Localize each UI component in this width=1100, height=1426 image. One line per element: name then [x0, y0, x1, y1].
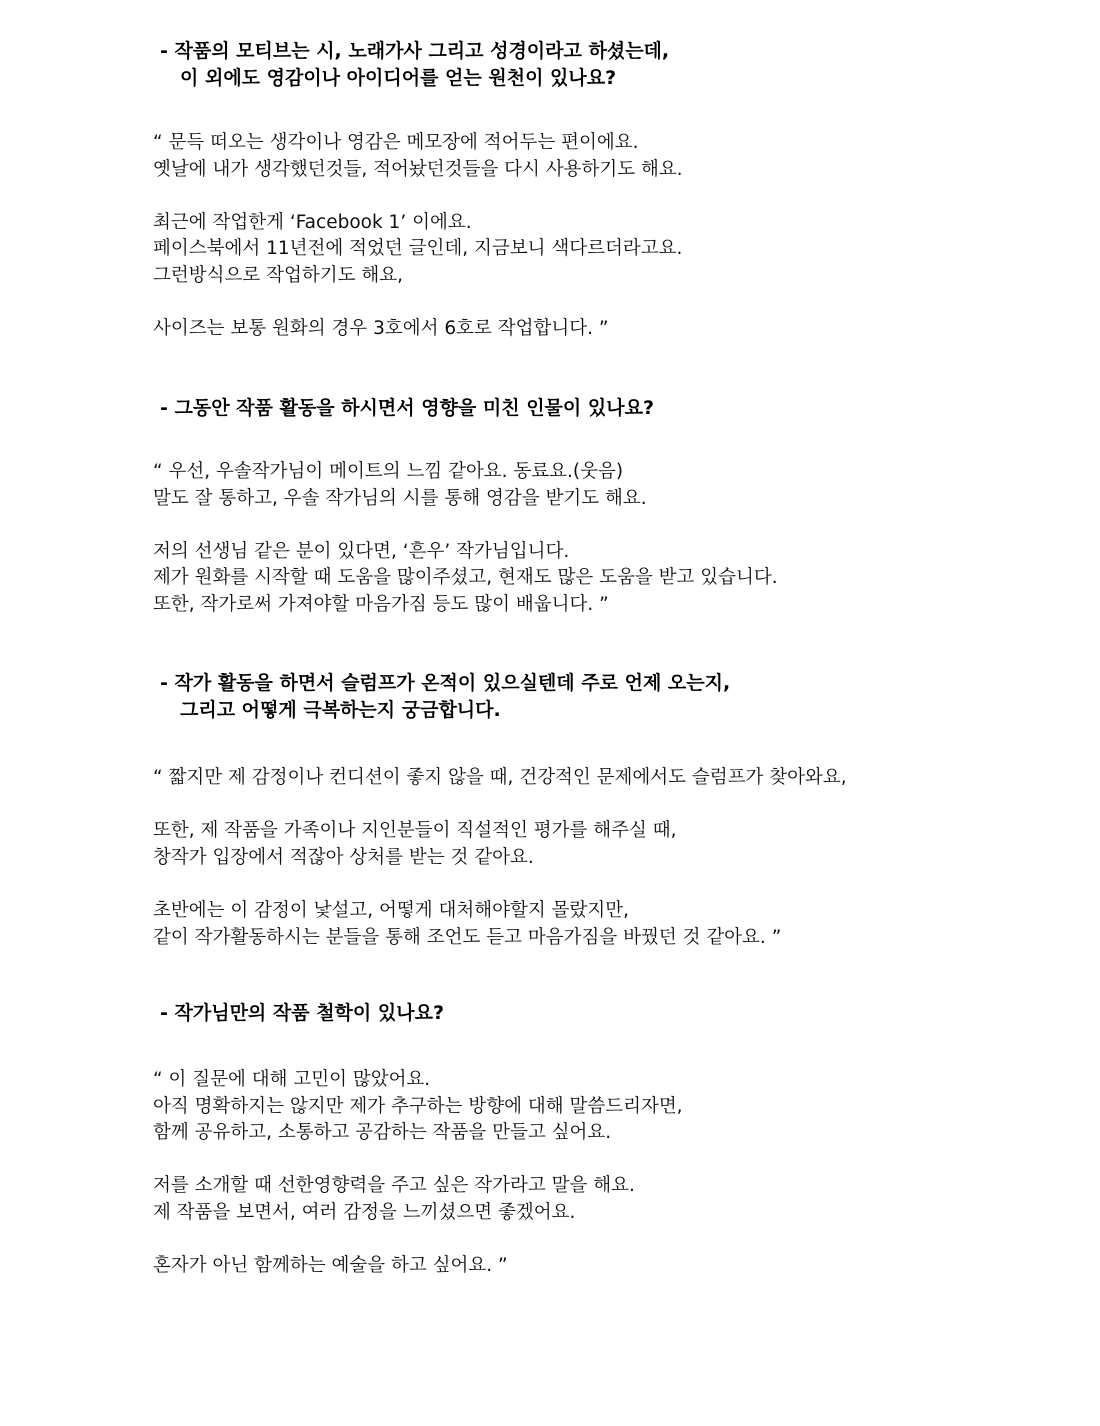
answer-line: 초반에는 이 감정이 낯설고, 어떻게 대처해야할지 몰랐지만, [153, 899, 629, 921]
answer-line: 같이 작가활동하시는 분들을 통해 조언도 듣고 마음가짐을 바꿨던 것 같아요. ” [153, 926, 782, 948]
answer-line: “ 이 질문에 대해 고민이 많았어요. [153, 1069, 431, 1090]
answer-line: “ 문득 떠오는 생각이나 영감은 메모장에 적어두는 편이에요. [153, 132, 639, 153]
question-3 [160, 670, 730, 724]
answer-line: 저를 소개할 때 선한영향력을 주고 싶은 작가라고 말을 해요. [153, 1175, 635, 1197]
answer-1-paragraph-3 [153, 316, 683, 343]
answer-line: 최근에 작업한게 ‘Facebook 1’ 이에요. [153, 211, 472, 233]
answer-3-paragraph-2 [153, 818, 847, 871]
answer-1-paragraph-1 [153, 130, 683, 183]
answer-line: 또한, 작가로써 가져야할 마음가짐 등도 많이 배웁니다. ” [153, 593, 609, 615]
answer-2 [153, 459, 778, 619]
answer-1-paragraph-2 [153, 210, 683, 290]
answer-line: “ 짧지만 제 감정이나 컨디션이 좋지 않을 때, 건강적인 문제에서도 슬럼프가 찾아와요, [153, 767, 847, 788]
answer-4-paragraph-3 [153, 1253, 683, 1280]
answer-line: 아직 명확하지는 않지만 제가 추구하는 방향에 대해 말씀드리자면, [153, 1095, 683, 1117]
question-1 [160, 38, 669, 92]
question-1-line-1: - 작품의 모티브는 시, 노래가사 그리고 성경이라고 하셨는데, [160, 40, 670, 62]
answer-3 [153, 765, 847, 951]
answer-line: 함께 공유하고, 소통하고 공감하는 작품을 만들고 싶어요. [153, 1122, 612, 1144]
answer-line: 창작가 입장에서 적잖아 상처를 받는 것 같아요. [153, 846, 534, 868]
answer-2-paragraph-2 [153, 539, 778, 619]
answer-2-paragraph-1 [153, 459, 778, 512]
question-1-line-2: 이 외에도 영감이나 아이디어를 얻는 원천이 있나요? [180, 67, 617, 89]
question-4-line-1: - 작가님만의 작품 철학이 있나요? [160, 1002, 444, 1024]
answer-4-paragraph-1 [153, 1067, 683, 1147]
answer-line: 혼자가 아닌 함께하는 예술을 하고 싶어요. ” [153, 1255, 508, 1277]
question-3-line-2: 그리고 어떻게 극복하는지 궁금합니다. [180, 699, 501, 721]
answer-1 [153, 130, 683, 343]
answer-line: 저의 선생님 같은 분이 있다면, ‘흔우’ 작가님입니다. [153, 540, 570, 562]
answer-line: 사이즈는 보통 원화의 경우 3호에서 6호로 작업합니다. ” [153, 318, 609, 340]
answer-line: 페이스북에서 11년전에 적었던 글인데, 지금보니 색다르더라고요. [153, 238, 683, 260]
answer-line: 말도 잘 통하고, 우솔 작가님의 시를 통해 영감을 받기도 해요. [153, 487, 647, 509]
answer-line: 옛날에 내가 생각했던것들, 적어놨던것들을 다시 사용하기도 해요. [153, 158, 683, 180]
question-3-line-1: - 작가 활동을 하면서 슬럼프가 온적이 있으실텐데 주로 언제 오는지, [160, 672, 731, 694]
question-2-line-1: - 그동안 작품 활동을 하시면서 영향을 미친 인물이 있나요? [160, 397, 654, 419]
answer-4 [153, 1067, 683, 1280]
answer-line: 제 작품을 보면서, 여러 감정을 느끼셨으면 좋겠어요. [153, 1201, 576, 1223]
answer-line: 제가 원화를 시작할 때 도움을 많이주셨고, 현재도 많은 도움을 받고 있습니다. [153, 567, 778, 589]
answer-line: 그런방식으로 작업하기도 해요, [153, 264, 403, 286]
answer-line: “ 우선, 우솔작가님이 메이트의 느낌 같아요. 동료요.(웃음) [153, 461, 624, 482]
answer-3-paragraph-1 [153, 765, 847, 792]
answer-line: 또한, 제 작품을 가족이나 지인분들이 직설적인 평가를 해주실 때, [153, 820, 677, 842]
question-4 [160, 1000, 444, 1027]
question-2 [160, 395, 654, 422]
answer-3-paragraph-3 [153, 898, 847, 951]
answer-4-paragraph-2 [153, 1173, 683, 1226]
